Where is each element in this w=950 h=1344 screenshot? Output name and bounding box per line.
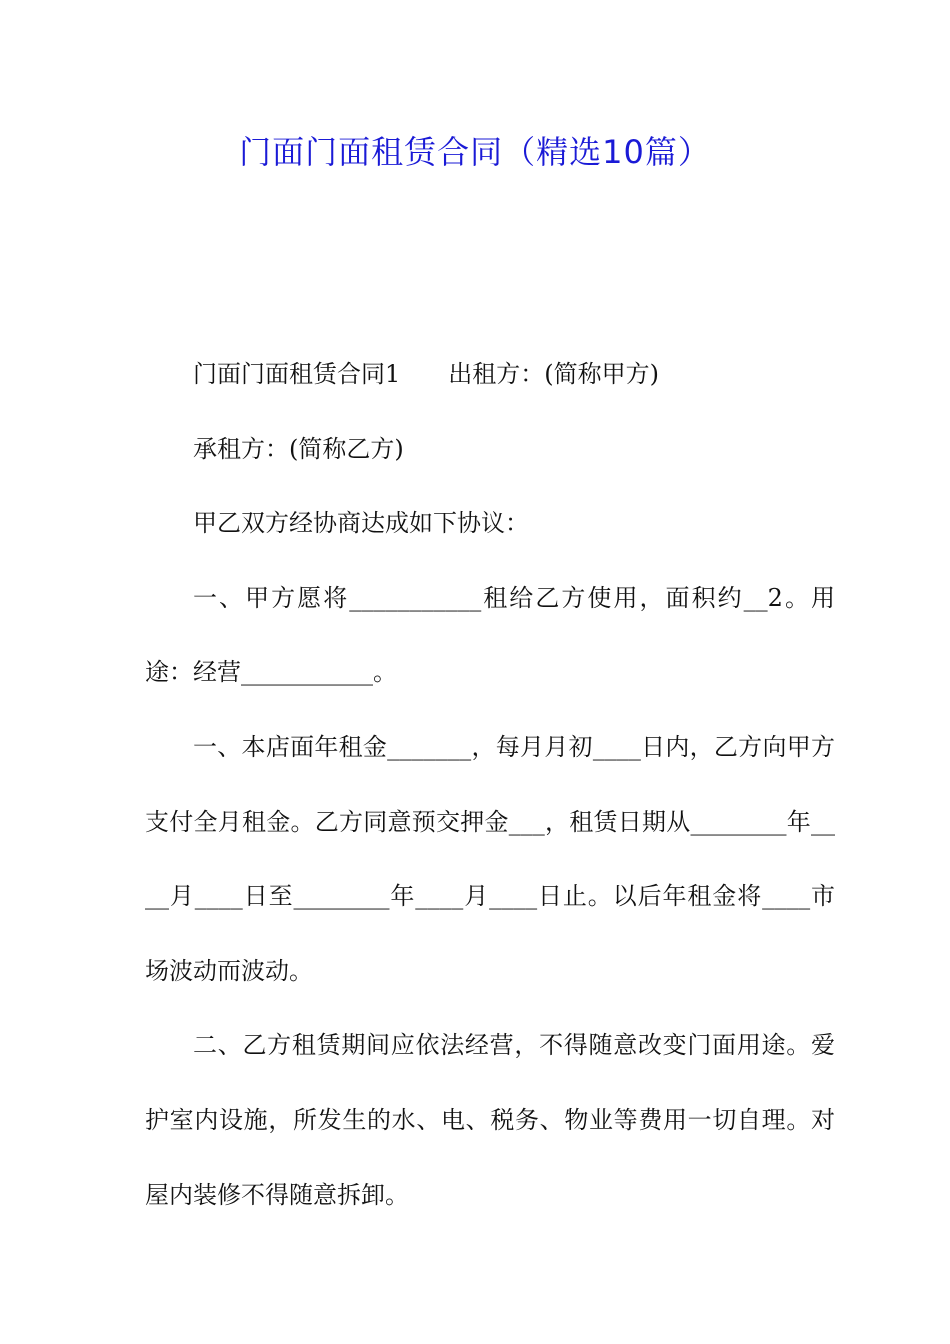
paragraph-agreement: 甲乙双方经协商达成如下协议： xyxy=(193,509,529,538)
document-body xyxy=(145,337,835,1232)
lessor-label: 出租方：(简称甲方) xyxy=(448,360,660,388)
paragraph-header xyxy=(145,337,835,412)
paragraph-clause-usage: 二、乙方租赁期间应依法经营，不得随意改变门面用途。爱护室内设施，所发生的水、电、税务、物业等费用一切自理。对屋内装修不得随意拆卸。 xyxy=(145,1031,835,1209)
contract-heading: 门面门面租赁合同1 xyxy=(193,360,401,388)
paragraph-clause-rent: 一、本店面年租金_______，每月月初____日内，乙方向甲方支付全月租金。乙方同意预交押金___，租赁日期从________年____月____日至________年____月____日止。以后年租金将____市场波动而波动。 xyxy=(145,732,835,985)
paragraph-lessee: 承租方：(简称乙方) xyxy=(193,434,404,463)
document-title: 门面门面租赁合同（精选10篇） xyxy=(239,133,711,171)
paragraph-clause-premises: 一、甲方愿将___________租给乙方使用，面积约__2。用途：经营___________。 xyxy=(145,583,835,687)
